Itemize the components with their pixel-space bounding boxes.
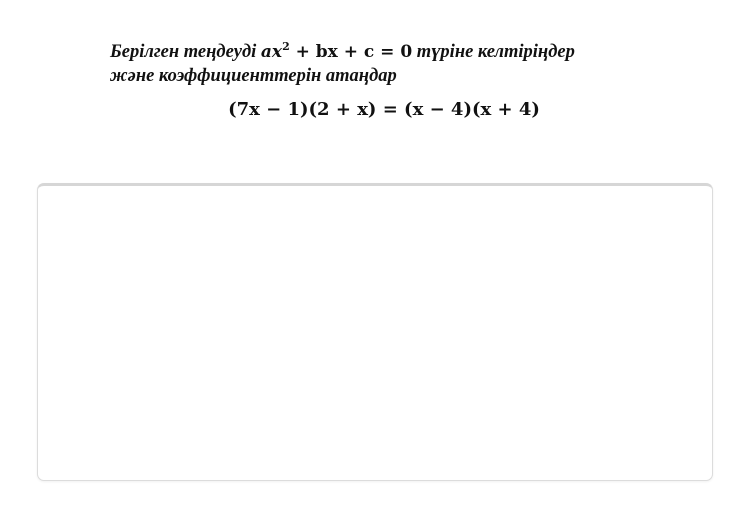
task-statement — [0, 0, 750, 150]
instruction-prefix: Берілген теңдеуді — [110, 42, 257, 62]
answer-input-area[interactable] — [37, 183, 713, 481]
given-equation: (7x − 1)(2 + x) = (x − 4)(x + 4) — [228, 99, 540, 120]
instruction-line-1 — [110, 41, 575, 63]
standard-form-formula: $ax^2$ + bx + c = 0 — [260, 40, 413, 62]
instruction-line-2: және коэффициенттерін атаңдар — [110, 66, 397, 86]
instruction-suffix: түріне келтіріңдер — [416, 42, 575, 62]
